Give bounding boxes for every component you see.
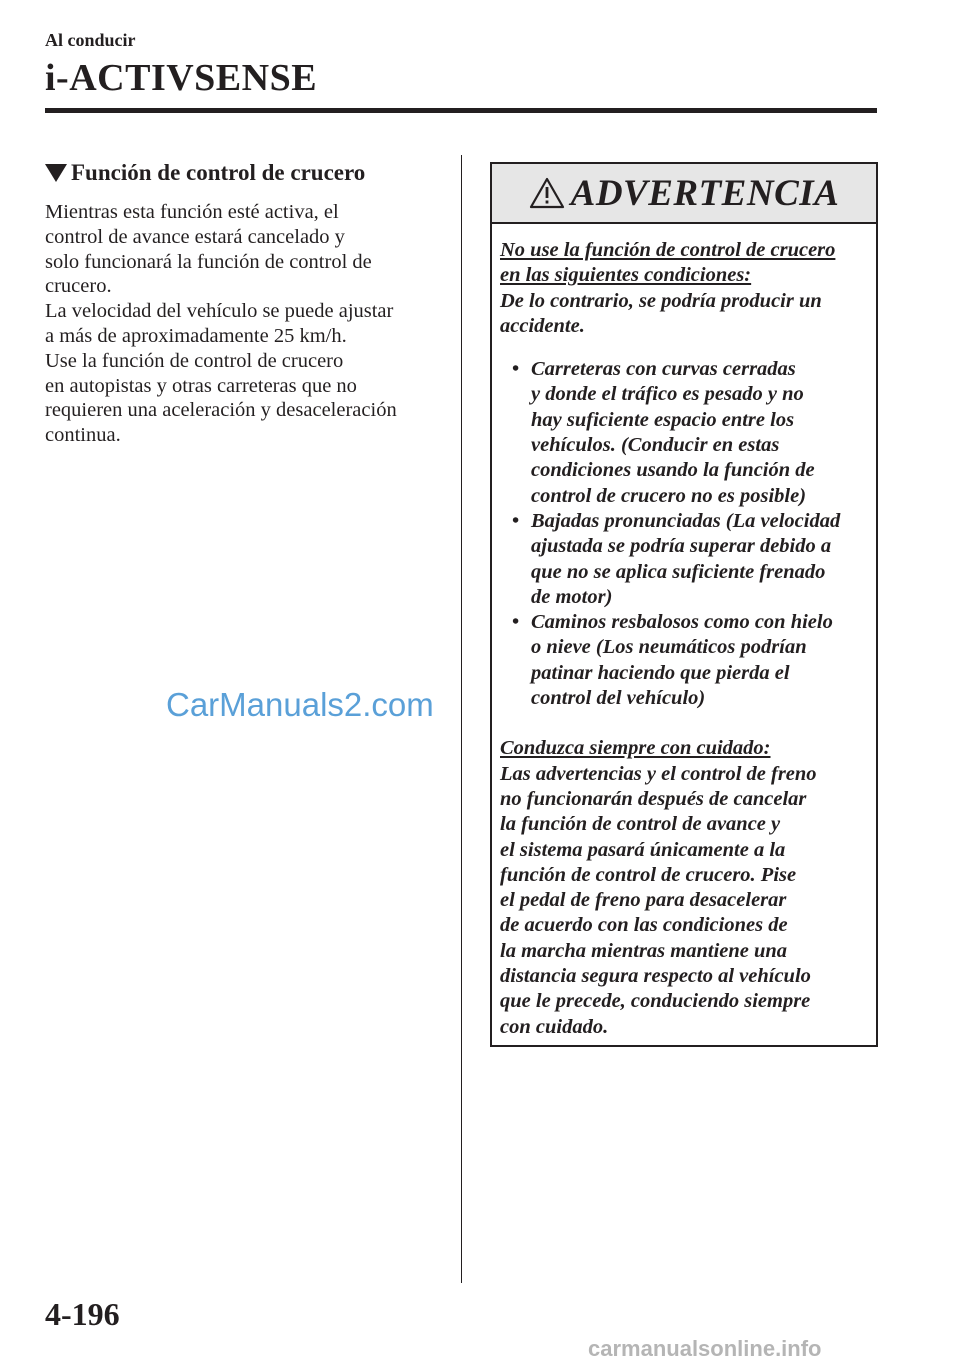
warning-intro: De lo contrario, se podría producir un accidente. (500, 289, 822, 337)
warning-intro-underlined: No use la función de control de crucero en las siguientes condiciones: (500, 239, 836, 287)
warning-box (490, 162, 878, 1047)
section-heading-text: Función de control de crucero (71, 160, 366, 185)
spacer (500, 711, 868, 736)
bullet-symbol: • (512, 358, 520, 381)
footer-watermark: carmanualsonline.info (588, 1336, 822, 1361)
list-item-text: Caminos resbalosos como con hielo o nieve (Los neumáticos podrían patinar haciendo que pierda el control del vehículo) (531, 611, 833, 710)
left-column (45, 160, 440, 448)
warning-bullet-list (500, 357, 868, 711)
watermark: CarManuals2.com (166, 686, 434, 723)
triangle-down-icon (45, 164, 67, 182)
list-item (500, 509, 868, 610)
header-rule (45, 108, 877, 113)
warning-header (492, 164, 876, 224)
warning-closing-underlined: Conduzca siempre con cuidado: (500, 737, 771, 760)
warning-title: ADVERTENCIA (570, 172, 840, 214)
list-item (500, 357, 868, 509)
list-item-text: Carreteras con curvas cerradas y donde el tráfico es pesado y no hay suficiente espacio entre los vehículos. (Conducir en estas condiciones usando la función de control de crucero no es posible) (531, 358, 815, 507)
paragraph-3: Use la función de control de crucero en autopistas y otras carreteras que no requieren una aceleración y desaceleración continua. (45, 349, 397, 447)
page-title: i-ACTIVSENSE (45, 57, 318, 99)
paragraph-2: La velocidad del vehículo se puede ajustar a más de aproximadamente 25 km/h. (45, 300, 394, 347)
warning-closing: Las advertencias y el control de freno no funcionarán después de cancelar la función de control de avance y el sistema pasará únicamente a la función de control de crucero. Pise el pedal de freno para desacelerar de acuerdo con las condiciones de la marcha mientras mantiene una distancia segura respecto al vehículo que le precede, conduciendo siempre con cuidado. (500, 762, 817, 1038)
column-divider (461, 155, 462, 1283)
list-item (500, 610, 868, 711)
warning-body (492, 224, 876, 1040)
page-number: 4-196 (45, 1296, 120, 1332)
header-section-label: Al conducir (45, 30, 136, 50)
warning-triangle-icon (529, 177, 565, 209)
bullet-symbol: • (512, 509, 520, 532)
paragraph-1: Mientras esta función esté activa, el control de avance estará cancelado y solo funcionará la función de control de crucero. (45, 201, 372, 298)
bullet-symbol: • (512, 611, 520, 634)
list-item-text: Bajadas pronunciadas (La velocidad ajustada se podría superar debido a que no se aplica suficiente frenado de motor) (531, 509, 841, 608)
section-heading (45, 160, 440, 186)
